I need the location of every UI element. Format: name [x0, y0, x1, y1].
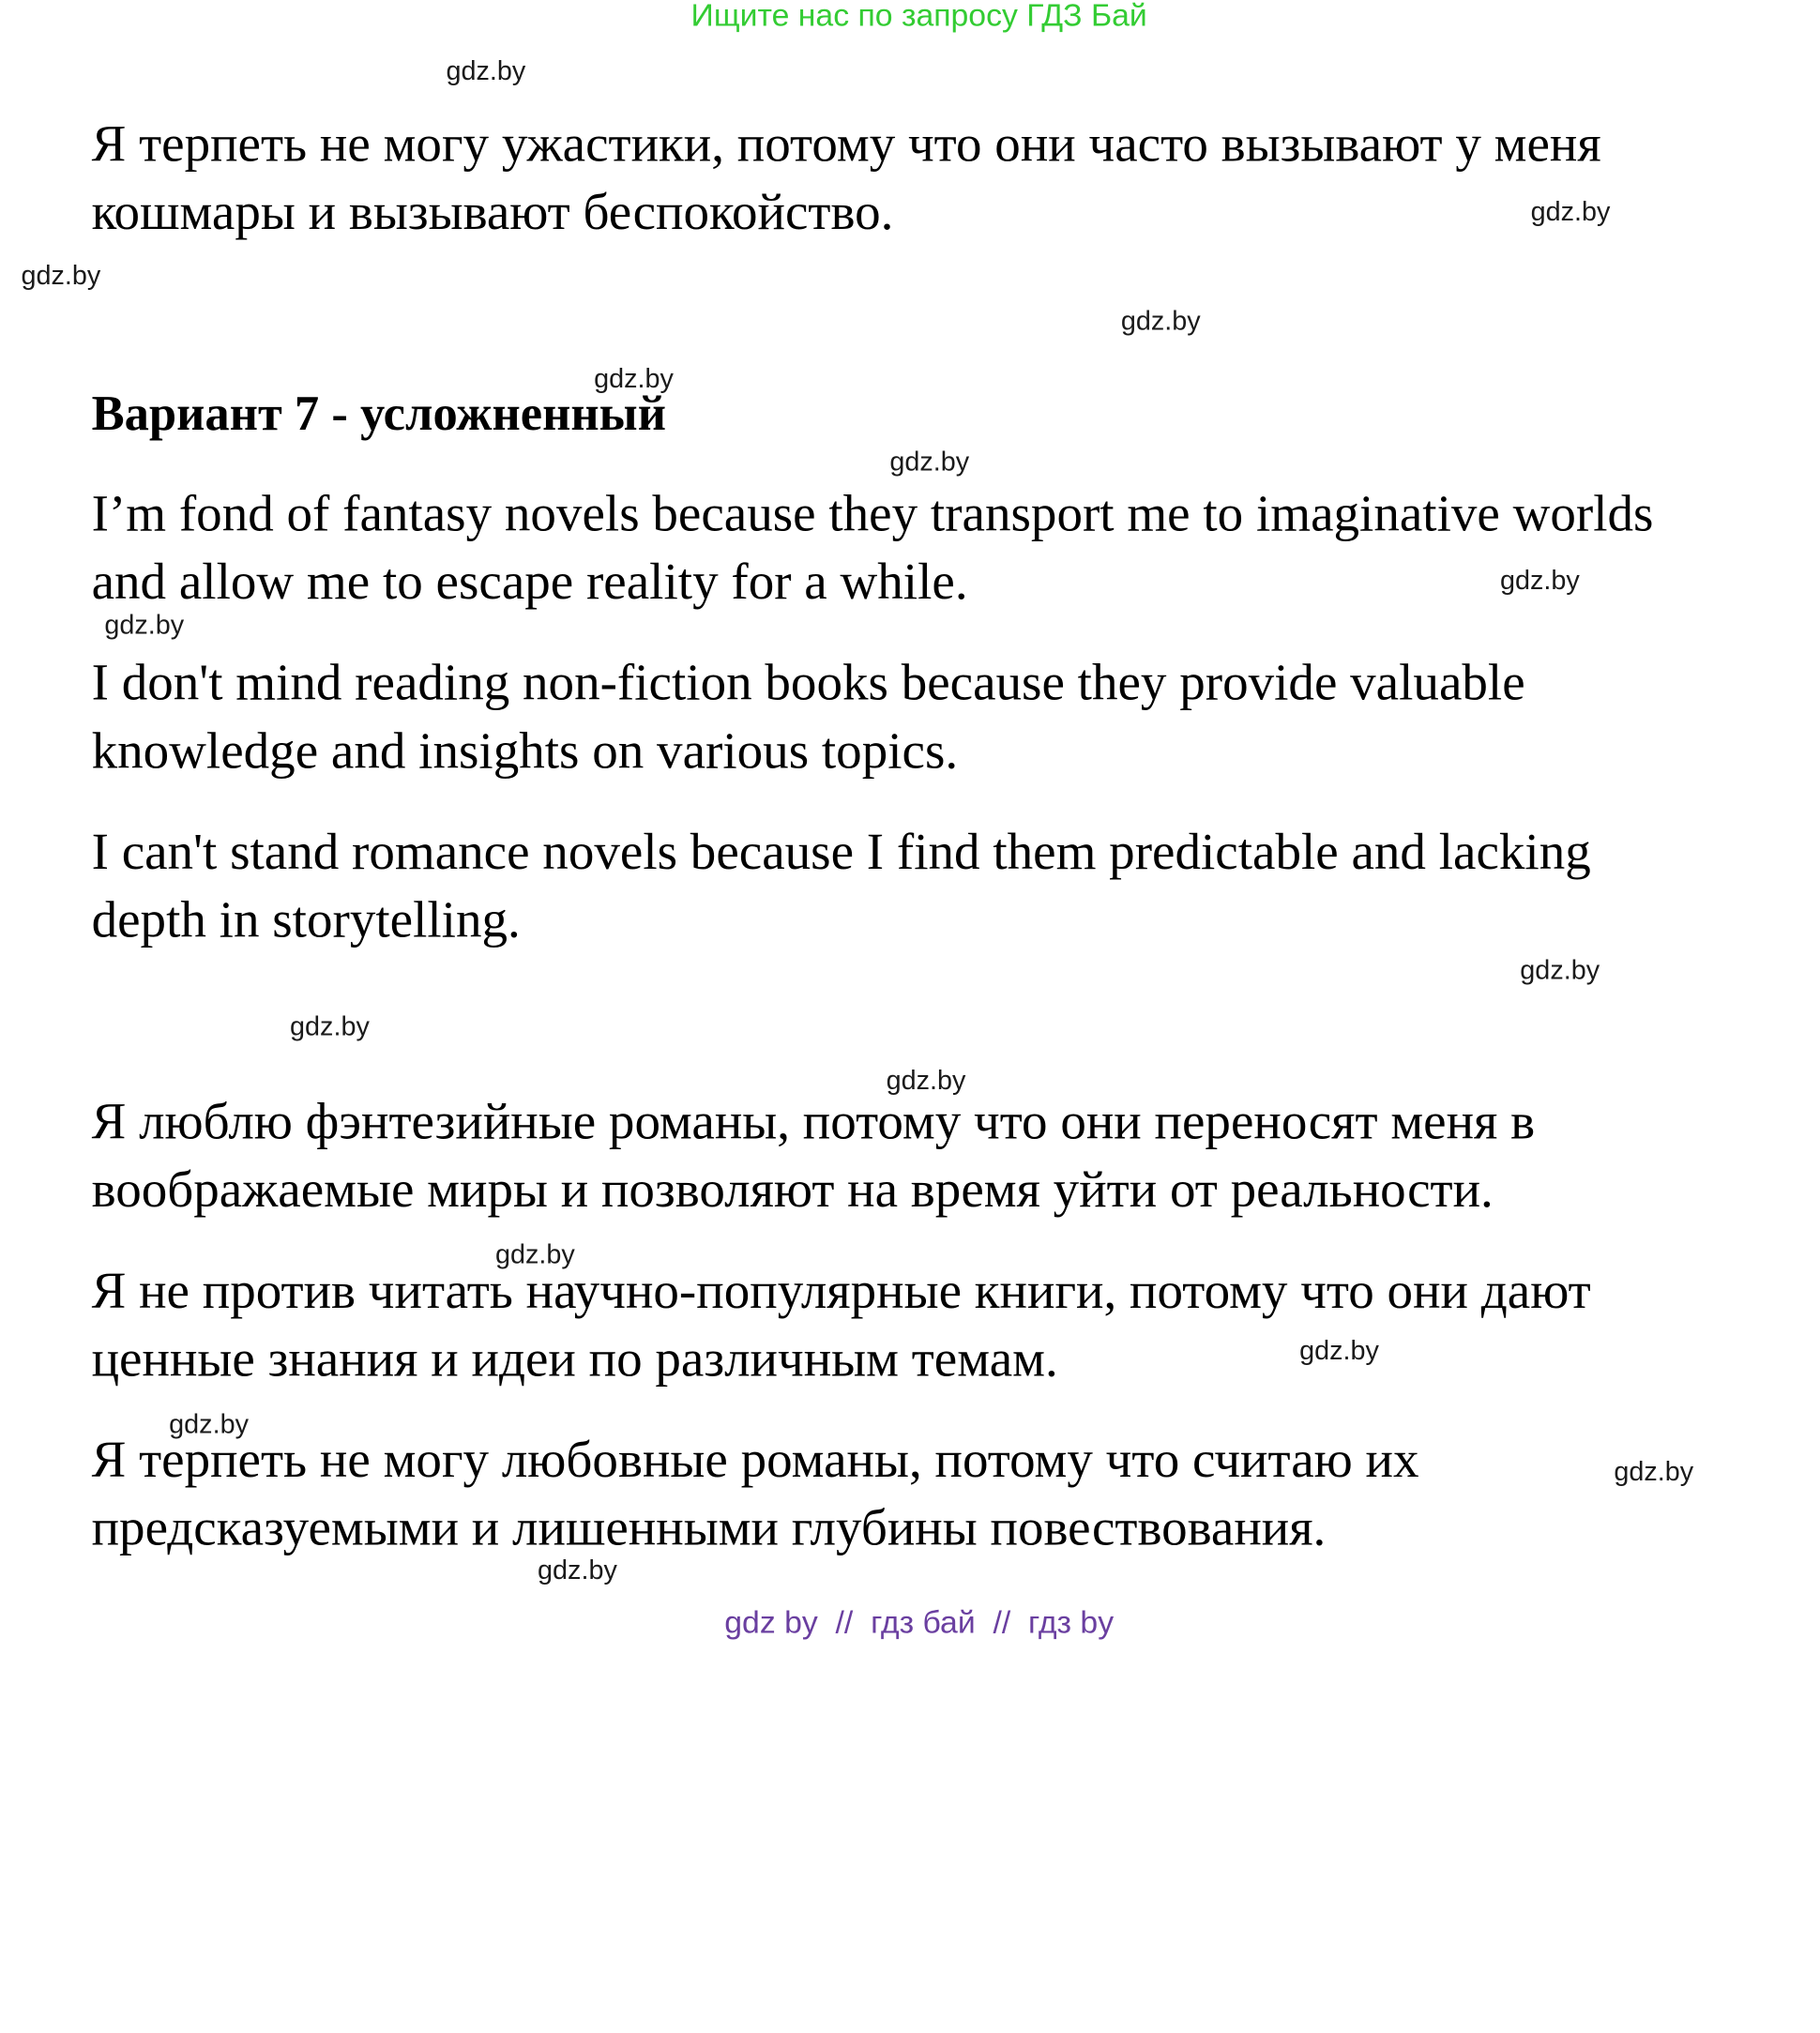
watermark: gdz.by	[1520, 954, 1600, 985]
text-line: Я терпеть не могу любовные романы, потому что считаю их	[91, 1431, 1419, 1489]
watermark: gdz.by	[1614, 1455, 1694, 1487]
text-line: предсказуемыми и лишенными глубины повествования.	[91, 1498, 1327, 1557]
text-line: I’m fond of fantasy novels because they transport me to imaginative worlds	[91, 484, 1654, 543]
text-line: кошмары и вызывают беспокойство.	[91, 183, 894, 241]
footer-links: gdz by // гдз бай // гдз by	[724, 1604, 1115, 1640]
watermark: gdz.by	[104, 609, 185, 640]
watermark: gdz.by	[446, 54, 526, 86]
text-line: Я люблю фэнтезийные романы, потому что они переносят меня в	[91, 1092, 1536, 1151]
text-line: Я не против читать научно-популярные книги, потому что они дают	[91, 1262, 1591, 1320]
watermark: gdz.by	[594, 362, 674, 394]
text-line: I can't stand romance novels because I find them predictable and lacking	[91, 823, 1591, 881]
text-line: and allow me to escape reality for a while.	[91, 553, 968, 611]
text-line: knowledge and insights on various topics.	[91, 721, 959, 780]
russian-paragraph-3	[92, 1426, 1419, 1562]
russian-paragraph-1	[92, 1088, 1536, 1224]
watermark: gdz.by	[538, 1554, 617, 1585]
watermark: gdz.by	[169, 1408, 249, 1439]
watermark: gdz.by	[495, 1238, 575, 1269]
text-line: depth in storytelling.	[91, 890, 521, 948]
text-line: воображаемые миры и позволяют на время уйти от реальности.	[91, 1161, 1494, 1219]
watermark: gdz.by	[886, 1064, 966, 1096]
watermark: gdz.by	[1500, 564, 1580, 596]
search-banner: Ищите нас по запросу ГДЗ Бай	[690, 0, 1147, 34]
text-line: ценные знания и идеи по различным темам.	[91, 1329, 1058, 1388]
watermark: gdz.by	[1299, 1334, 1379, 1366]
text-line: I don't mind reading non-fiction books because they provide valuable	[91, 653, 1525, 712]
intro-paragraph	[92, 111, 1601, 247]
english-paragraph-2	[92, 649, 1525, 785]
watermark: gdz.by	[1530, 195, 1611, 227]
watermark: gdz.by	[290, 1010, 370, 1041]
english-paragraph-1	[92, 480, 1654, 616]
russian-paragraph-2	[92, 1257, 1591, 1393]
text-line: Я терпеть не могу ужастики, потому что они часто вызывают у меня	[91, 114, 1601, 173]
watermark: gdz.by	[1120, 305, 1201, 336]
watermark: gdz.by	[21, 259, 101, 291]
english-paragraph-3	[92, 818, 1591, 954]
watermark: gdz.by	[889, 446, 970, 477]
variant-heading: Вариант 7 - усложненный	[91, 387, 666, 442]
